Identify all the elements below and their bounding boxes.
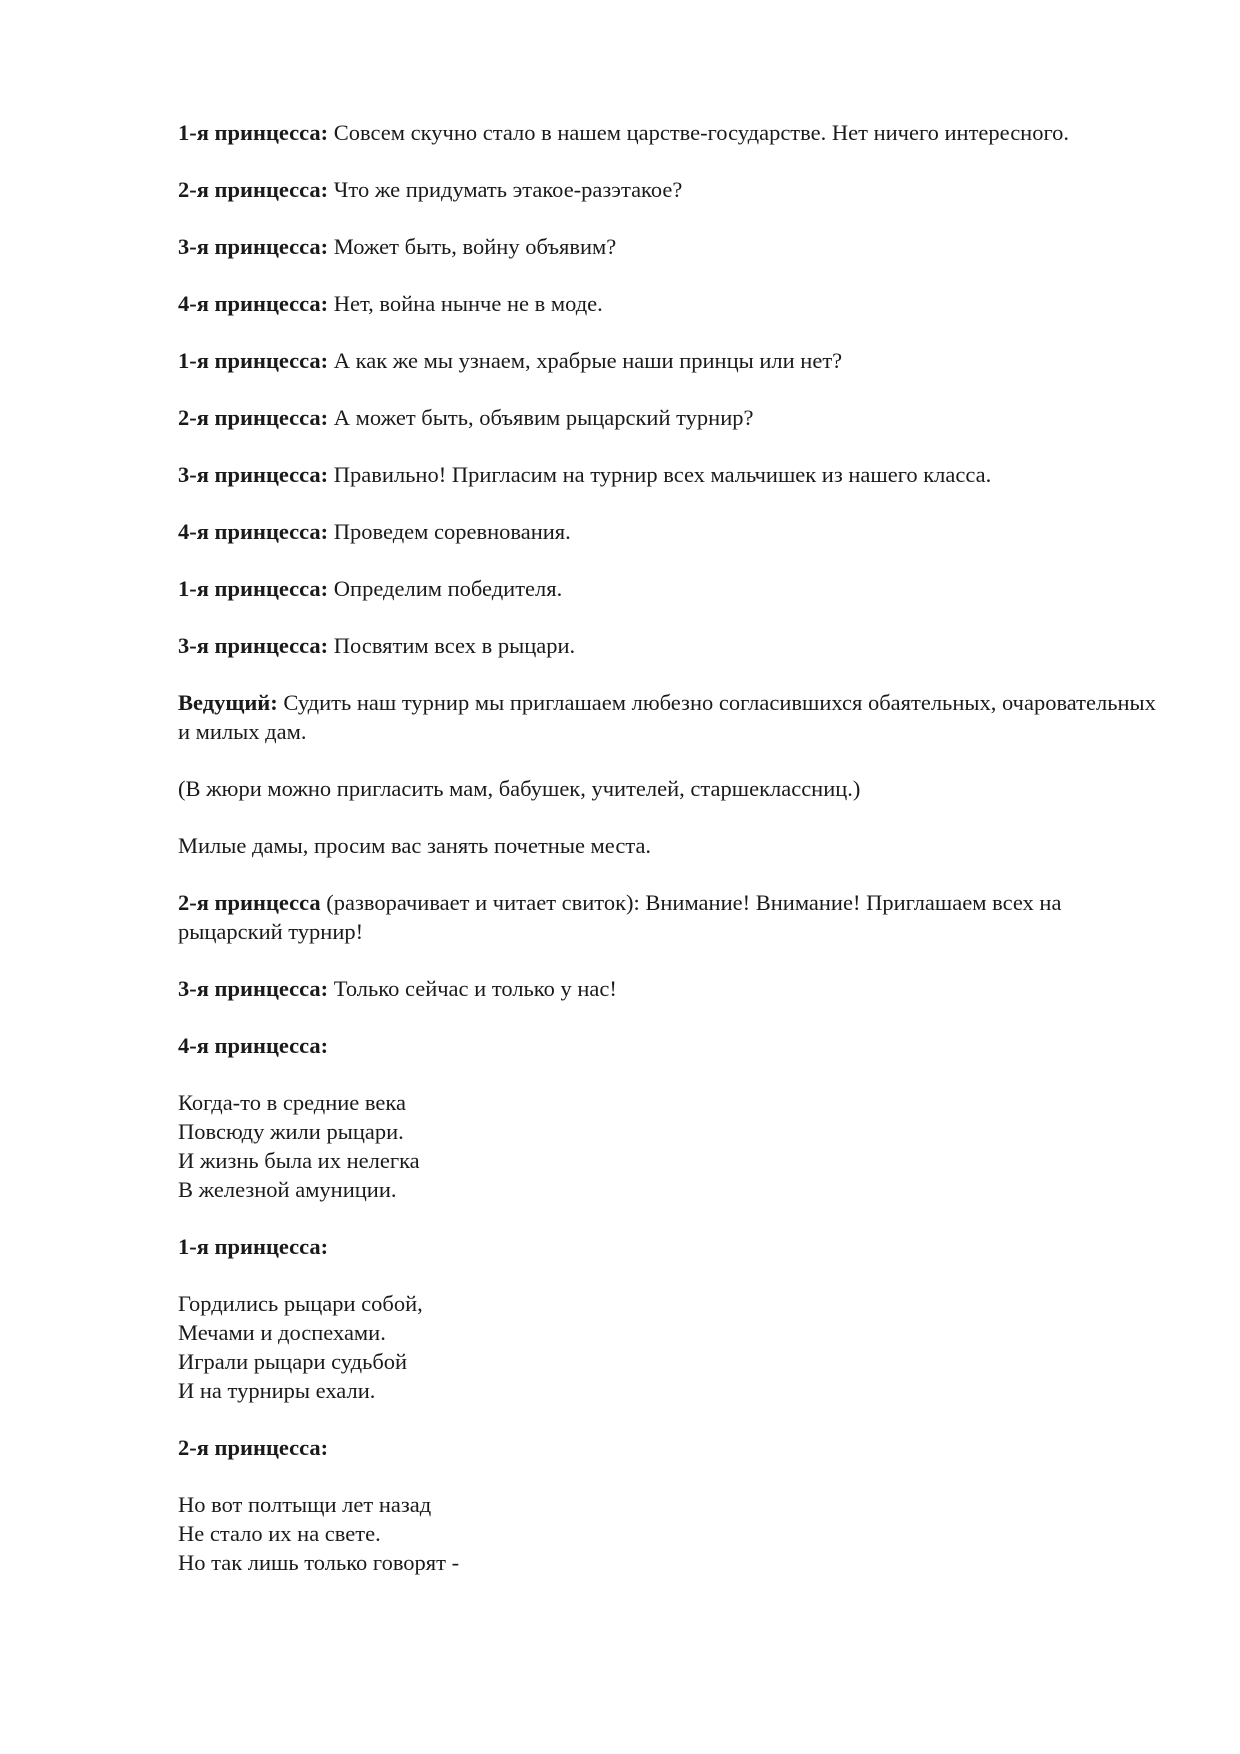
speaker-name: 3-я принцесса: [178,633,329,658]
speaker-name: 2-я принцесса: [178,405,329,430]
document-page [178,118,1158,1605]
dialogue-line [178,631,1158,660]
dialogue-line [178,1433,1158,1462]
speaker-name: 3-я принцесса: [178,234,329,259]
line-text: Милые дамы, просим вас занять почетные места. [178,833,652,858]
dialogue-line [178,974,1158,1003]
line-text: Посвятим всех в рыцари. [328,633,576,658]
dialogue-line [178,118,1158,147]
line-text: Судить наш турнир мы приглашаем любезно согласившихся обаятельных, очаровательных и милых дам. [178,690,1156,744]
dialogue-line [178,289,1158,318]
dialogue-line [178,346,1158,375]
narration-line [178,831,1158,860]
line-text: Совсем скучно стало в нашем царстве-государстве. Нет ничего интересного. [328,120,1070,145]
speaker-name: 4-я принцесса: [178,291,329,316]
speaker-name: 3-я принцесса: [178,976,329,1001]
line-text: Что же придумать этакое-разэтакое? [328,177,683,202]
dialogue-line [178,888,1158,946]
verse-line: Гордились рыцари собой, [178,1291,423,1316]
verse-line: Не стало их на свете. [178,1521,381,1546]
line-text: Правильно! Пригласим на турнир всех мальчишек из нашего класса. [328,462,992,487]
line-text: А как же мы узнаем, храбрые наши принцы или нет? [328,348,843,373]
speaker-name: 3-я принцесса: [178,462,329,487]
dialogue-line [178,688,1158,746]
line-text: Определим победителя. [328,576,563,601]
verse-line: Играли рыцари судьбой [178,1349,408,1374]
line-text: А может быть, объявим рыцарский турнир? [328,405,754,430]
verse-line: Мечами и доспехами. [178,1320,386,1345]
speaker-name: 2-я принцесса [178,890,321,915]
verse-line: В железной амуниции. [178,1177,397,1202]
line-text: Нет, война нынче не в моде. [328,291,603,316]
stage-direction [178,774,1158,803]
dialogue-line [178,1031,1158,1060]
verse-line: И жизнь была их нелегка [178,1148,420,1173]
speaker-name: 4-я принцесса: [178,1033,329,1058]
dialogue-line [178,574,1158,603]
verse-stanza [178,1490,1158,1577]
speaker-name: 1-я принцесса: [178,1234,329,1259]
verse-line: Но вот полтыщи лет назад [178,1492,432,1517]
verse-line: И на турниры ехали. [178,1378,376,1403]
dialogue-line [178,517,1158,546]
line-text: (разворачивает и читает свиток): Внимание! Внимание! Приглашаем всех на рыцарский турнир! [178,890,1062,944]
speaker-name: 1-я принцесса: [178,120,329,145]
speaker-name: 2-я принцесса: [178,1435,329,1460]
dialogue-line [178,1232,1158,1261]
speaker-name: 4-я принцесса: [178,519,329,544]
verse-line: Но так лишь только говорят - [178,1550,460,1575]
speaker-name: Ведущий: [178,690,278,715]
line-text: Может быть, войну объявим? [328,234,617,259]
verse-line: Повсюду жили рыцари. [178,1119,404,1144]
speaker-name: 1-я принцесса: [178,576,329,601]
dialogue-line [178,232,1158,261]
verse-stanza [178,1088,1158,1204]
verse-stanza [178,1289,1158,1405]
line-text: Только сейчас и только у нас! [328,976,617,1001]
line-text: Проведем соревнования. [328,519,571,544]
dialogue-line [178,460,1158,489]
speaker-name: 2-я принцесса: [178,177,329,202]
line-text: (В жюри можно пригласить мам, бабушек, учителей, старшеклассниц.) [178,776,861,801]
speaker-name: 1-я принцесса: [178,348,329,373]
dialogue-line [178,403,1158,432]
dialogue-line [178,175,1158,204]
verse-line: Когда-то в средние века [178,1090,406,1115]
